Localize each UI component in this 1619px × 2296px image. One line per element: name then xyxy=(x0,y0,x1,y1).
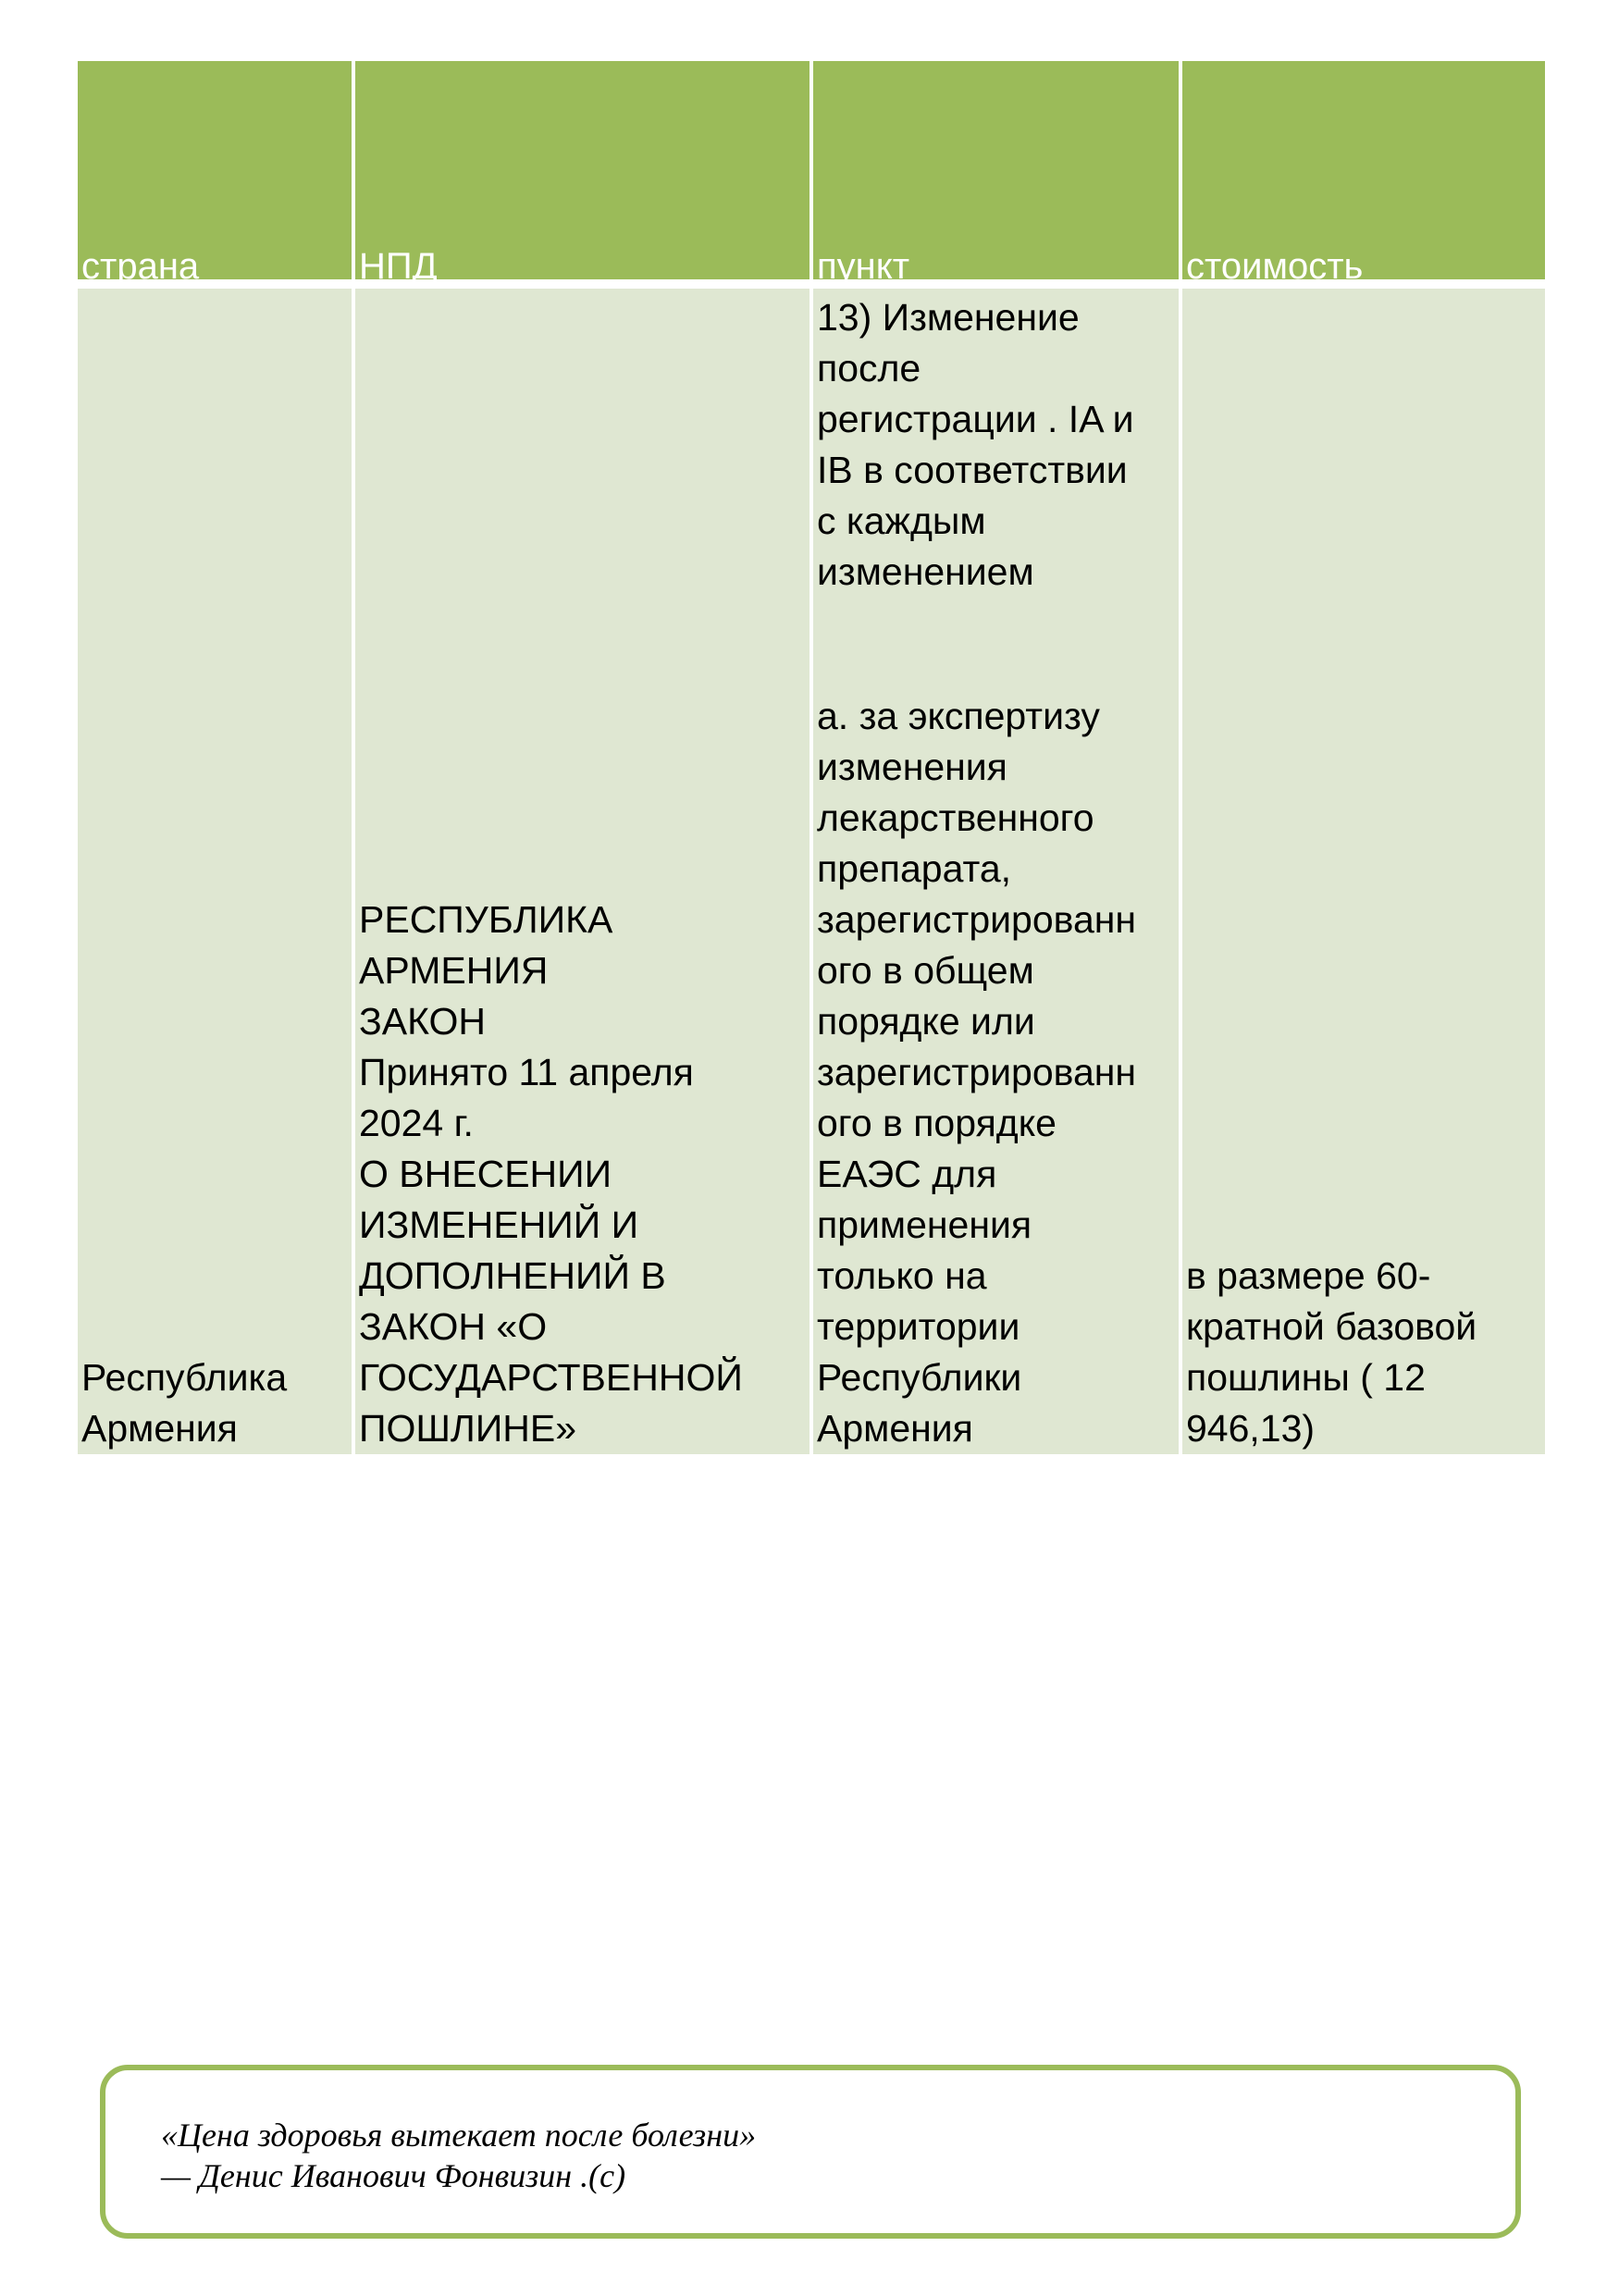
point-line: после xyxy=(817,347,921,389)
point-line: ого в общем xyxy=(817,949,1034,992)
cost-line: кратной базовой xyxy=(1186,1305,1477,1348)
header-cost xyxy=(1182,61,1545,287)
header-point-label: пункт xyxy=(817,246,910,287)
npd-line: ГОСУДАРСТВЕННОЙ xyxy=(359,1356,743,1399)
cost-line: пошлины ( 12 xyxy=(1186,1356,1426,1399)
header-cost-label: стоимость xyxy=(1186,246,1364,287)
point-line: изменением xyxy=(817,550,1034,593)
point-line: территории xyxy=(817,1305,1020,1348)
point-line: с каждым xyxy=(817,500,986,542)
point-line: Армения xyxy=(817,1407,973,1450)
point-line: регистрации . IA и xyxy=(817,398,1134,440)
cell-country xyxy=(78,289,352,1454)
fee-table xyxy=(78,61,1545,1454)
cost-line: в размере 60- xyxy=(1186,1254,1431,1297)
point-line: зарегистрированн xyxy=(817,898,1137,941)
npd-line: О ВНЕСЕНИИ xyxy=(359,1153,612,1195)
point-line: ого в порядке xyxy=(817,1102,1057,1144)
cell-cost xyxy=(1182,289,1545,1454)
header-npd xyxy=(355,61,810,287)
point-line: изменения xyxy=(817,746,1007,788)
npd-line: ЗАКОН xyxy=(359,1000,487,1043)
npd-line: ДОПОЛНЕНИЙ В xyxy=(359,1254,666,1297)
point-line: IB в соответствии xyxy=(817,449,1128,491)
npd-line: 2024 г. xyxy=(359,1102,474,1144)
point-line: препарата, xyxy=(817,847,1012,890)
point-line: Республики xyxy=(817,1356,1022,1399)
country-line: Республика xyxy=(81,1356,288,1399)
cell-point xyxy=(813,289,1179,1454)
point-line: порядке или xyxy=(817,1000,1035,1043)
point-line: применения xyxy=(817,1204,1032,1246)
point-line: а. за экспертизу xyxy=(817,695,1100,737)
npd-line: ЗАКОН «О xyxy=(359,1305,548,1348)
quote-text: «Цена здоровья вытекает после болезни» xyxy=(161,2117,757,2154)
cost-line: 946,13) xyxy=(1186,1407,1316,1450)
header-country xyxy=(78,61,352,287)
npd-line: ПОШЛИНЕ» xyxy=(359,1407,577,1450)
header-country-label: страна xyxy=(81,246,200,287)
npd-line: Принято 11 апреля xyxy=(359,1051,694,1093)
npd-line: ИЗМЕНЕНИЙ И xyxy=(359,1204,639,1246)
quote-author: — Денис Иванович Фонвизин .(с) xyxy=(161,2157,626,2194)
header-point xyxy=(813,61,1179,287)
point-spacer xyxy=(817,598,1175,691)
point-line: только на xyxy=(817,1254,987,1297)
quote-box xyxy=(100,2065,1521,2239)
point-line: лекарственного xyxy=(817,796,1094,839)
point-line: зарегистрированн xyxy=(817,1051,1137,1093)
npd-line: РЕСПУБЛИКА xyxy=(359,898,613,941)
point-line: 13) Изменение xyxy=(817,296,1080,339)
cell-npd xyxy=(355,289,810,1454)
npd-line: АРМЕНИЯ xyxy=(359,949,549,992)
country-line: Армения xyxy=(81,1407,238,1450)
header-npd-label: НПД xyxy=(359,246,438,287)
point-line: ЕАЭС для xyxy=(817,1153,997,1195)
